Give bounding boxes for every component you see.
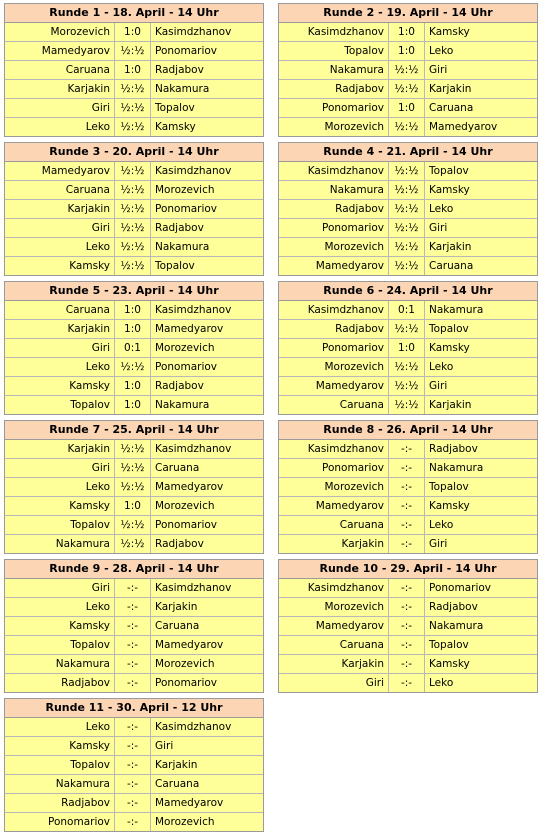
round-table xyxy=(278,281,538,415)
result: 1:0 xyxy=(115,396,151,414)
result: ½:½ xyxy=(115,516,151,534)
black-player: Topalov xyxy=(429,165,469,177)
black-player: Topalov xyxy=(429,481,469,493)
black-player: Mamedyarov xyxy=(155,639,224,651)
white-player: Topalov xyxy=(5,756,115,774)
game-row xyxy=(279,256,537,275)
game-row xyxy=(279,597,537,616)
black-player: Karjakin xyxy=(429,83,472,95)
round-table xyxy=(4,142,264,276)
result: ½:½ xyxy=(115,440,151,458)
white-player: Morozevich xyxy=(279,598,389,616)
result: ½:½ xyxy=(115,535,151,553)
result: 1:0 xyxy=(115,301,151,319)
black-player: Kasimdzhanov xyxy=(155,304,232,316)
black-player: Giri xyxy=(429,64,448,76)
black-player: Karjakin xyxy=(429,241,472,253)
black-player: Kasimdzhanov xyxy=(155,165,232,177)
white-player: Radjabov xyxy=(5,794,115,812)
result: -:- xyxy=(115,598,151,616)
black-player: Leko xyxy=(429,203,454,215)
game-row xyxy=(5,736,263,755)
white-player: Mamedyarov xyxy=(5,162,115,180)
result: ½:½ xyxy=(115,42,151,60)
result: -:- xyxy=(389,478,425,496)
game-row xyxy=(5,117,263,136)
game-row xyxy=(5,579,263,597)
black-player: Radjabov xyxy=(155,64,204,76)
black-player: Morozevich xyxy=(155,342,215,354)
black-player: Caruana xyxy=(155,620,200,632)
game-row xyxy=(279,338,537,357)
white-player: Kasimdzhanov xyxy=(279,579,389,597)
round-title: Runde 9 - 28. April - 14 Uhr xyxy=(5,560,263,579)
black-player: Kamsky xyxy=(155,121,196,133)
round-table xyxy=(4,559,264,693)
game-row xyxy=(5,338,263,357)
round-title: Runde 11 - 30. April - 12 Uhr xyxy=(5,699,263,718)
game-row xyxy=(5,60,263,79)
result: -:- xyxy=(115,737,151,755)
white-player: Mamedyarov xyxy=(279,617,389,635)
game-row xyxy=(5,774,263,793)
white-player: Nakamura xyxy=(279,61,389,79)
result: ½:½ xyxy=(389,80,425,98)
white-player: Caruana xyxy=(279,516,389,534)
game-row xyxy=(5,496,263,515)
result: 1:0 xyxy=(389,42,425,60)
white-player: Ponomariov xyxy=(279,339,389,357)
black-player: Caruana xyxy=(429,260,474,272)
game-row xyxy=(5,812,263,831)
white-player: Radjabov xyxy=(279,200,389,218)
black-player: Kamsky xyxy=(429,26,470,38)
game-row xyxy=(279,515,537,534)
game-row xyxy=(5,376,263,395)
white-player: Leko xyxy=(5,718,115,736)
black-player: Nakamura xyxy=(155,241,210,253)
result: ½:½ xyxy=(389,396,425,414)
black-player: Kamsky xyxy=(429,342,470,354)
black-player: Topalov xyxy=(429,639,469,651)
black-player: Morozevich xyxy=(155,184,215,196)
black-player: Nakamura xyxy=(429,304,484,316)
white-player: Morozevich xyxy=(279,118,389,136)
white-player: Leko xyxy=(5,118,115,136)
game-row xyxy=(5,357,263,376)
round-table xyxy=(4,3,264,137)
white-player: Ponomariov xyxy=(5,813,115,831)
result: -:- xyxy=(115,718,151,736)
white-player: Radjabov xyxy=(279,320,389,338)
game-row xyxy=(5,635,263,654)
result: -:- xyxy=(389,598,425,616)
black-player: Kamsky xyxy=(429,184,470,196)
result: 0:1 xyxy=(389,301,425,319)
white-player: Nakamura xyxy=(279,181,389,199)
white-player: Mamedyarov xyxy=(279,497,389,515)
game-row xyxy=(5,793,263,812)
white-player: Topalov xyxy=(5,396,115,414)
game-row xyxy=(5,319,263,338)
white-player: Caruana xyxy=(279,396,389,414)
result: -:- xyxy=(389,655,425,673)
game-row xyxy=(5,654,263,673)
black-player: Kasimdzhanov xyxy=(155,443,232,455)
black-player: Nakamura xyxy=(155,399,210,411)
white-player: Topalov xyxy=(5,516,115,534)
black-player: Nakamura xyxy=(429,620,484,632)
white-player: Kamsky xyxy=(5,257,115,275)
black-player: Ponomariov xyxy=(155,519,217,531)
black-player: Kamsky xyxy=(429,658,470,670)
result: ½:½ xyxy=(389,257,425,275)
result: 1:0 xyxy=(115,61,151,79)
result: -:- xyxy=(389,497,425,515)
round-title: Runde 3 - 20. April - 14 Uhr xyxy=(5,143,263,162)
white-player: Ponomariov xyxy=(279,219,389,237)
game-row xyxy=(5,477,263,496)
game-row xyxy=(279,180,537,199)
round-title: Runde 2 - 19. April - 14 Uhr xyxy=(279,4,537,23)
white-player: Nakamura xyxy=(5,655,115,673)
game-row xyxy=(279,458,537,477)
game-row xyxy=(5,301,263,319)
result: -:- xyxy=(115,636,151,654)
result: ½:½ xyxy=(389,61,425,79)
result: ½:½ xyxy=(389,219,425,237)
result: -:- xyxy=(389,459,425,477)
result: ½:½ xyxy=(115,181,151,199)
white-player: Morozevich xyxy=(279,238,389,256)
result: ½:½ xyxy=(389,320,425,338)
white-player: Leko xyxy=(5,598,115,616)
game-row xyxy=(279,218,537,237)
black-player: Giri xyxy=(155,740,174,752)
white-player: Karjakin xyxy=(5,200,115,218)
round-title: Runde 10 - 29. April - 14 Uhr xyxy=(279,560,537,579)
game-row xyxy=(5,23,263,41)
white-player: Giri xyxy=(5,219,115,237)
black-player: Radjabov xyxy=(155,380,204,392)
black-player: Leko xyxy=(429,45,454,57)
white-player: Kasimdzhanov xyxy=(279,23,389,41)
result: -:- xyxy=(389,440,425,458)
game-row xyxy=(279,616,537,635)
white-player: Morozevich xyxy=(279,478,389,496)
black-player: Kasimdzhanov xyxy=(155,582,232,594)
result: -:- xyxy=(389,674,425,692)
game-row xyxy=(279,301,537,319)
game-row xyxy=(279,440,537,458)
result: 0:1 xyxy=(115,339,151,357)
white-player: Caruana xyxy=(5,301,115,319)
black-player: Leko xyxy=(429,677,454,689)
result: -:- xyxy=(389,535,425,553)
black-player: Karjakin xyxy=(155,601,198,613)
result: -:- xyxy=(115,579,151,597)
white-player: Giri xyxy=(5,99,115,117)
game-row xyxy=(5,79,263,98)
round-table xyxy=(4,420,264,554)
game-row xyxy=(5,41,263,60)
game-row xyxy=(279,319,537,338)
black-player: Leko xyxy=(429,519,454,531)
black-player: Mamedyarov xyxy=(155,481,224,493)
black-player: Radjabov xyxy=(155,222,204,234)
white-player: Giri xyxy=(5,339,115,357)
black-player: Giri xyxy=(429,222,448,234)
game-row xyxy=(5,199,263,218)
game-row xyxy=(279,395,537,414)
white-player: Karjakin xyxy=(279,655,389,673)
black-player: Ponomariov xyxy=(155,677,217,689)
game-row xyxy=(279,477,537,496)
white-player: Karjakin xyxy=(279,535,389,553)
game-row xyxy=(279,357,537,376)
result: -:- xyxy=(389,636,425,654)
white-player: Karjakin xyxy=(5,80,115,98)
white-player: Giri xyxy=(279,674,389,692)
result: ½:½ xyxy=(389,118,425,136)
black-player: Leko xyxy=(429,361,454,373)
white-player: Leko xyxy=(5,478,115,496)
black-player: Morozevich xyxy=(155,816,215,828)
white-player: Nakamura xyxy=(5,775,115,793)
game-row xyxy=(5,718,263,736)
result: ½:½ xyxy=(115,200,151,218)
round-title: Runde 7 - 25. April - 14 Uhr xyxy=(5,421,263,440)
game-row xyxy=(279,654,537,673)
result: ½:½ xyxy=(115,358,151,376)
game-row xyxy=(279,237,537,256)
black-player: Ponomariov xyxy=(155,361,217,373)
result: -:- xyxy=(115,756,151,774)
game-row xyxy=(5,616,263,635)
result: ½:½ xyxy=(115,238,151,256)
game-row xyxy=(5,673,263,692)
game-row xyxy=(279,79,537,98)
result: ½:½ xyxy=(115,80,151,98)
game-row xyxy=(5,597,263,616)
game-row xyxy=(279,23,537,41)
black-player: Mamedyarov xyxy=(155,323,224,335)
black-player: Karjakin xyxy=(155,759,198,771)
white-player: Caruana xyxy=(5,181,115,199)
game-row xyxy=(5,218,263,237)
game-row xyxy=(279,162,537,180)
result: -:- xyxy=(115,655,151,673)
result: 1:0 xyxy=(115,377,151,395)
round-title: Runde 5 - 23. April - 14 Uhr xyxy=(5,282,263,301)
black-player: Ponomariov xyxy=(155,203,217,215)
game-row xyxy=(5,440,263,458)
game-row xyxy=(5,755,263,774)
result: -:- xyxy=(115,617,151,635)
result: 1:0 xyxy=(389,23,425,41)
white-player: Kamsky xyxy=(5,617,115,635)
black-player: Caruana xyxy=(155,778,200,790)
game-row xyxy=(5,180,263,199)
result: ½:½ xyxy=(389,377,425,395)
black-player: Morozevich xyxy=(155,500,215,512)
game-row xyxy=(5,458,263,477)
black-player: Giri xyxy=(429,538,448,550)
round-table xyxy=(278,142,538,276)
black-player: Karjakin xyxy=(429,399,472,411)
black-player: Caruana xyxy=(155,462,200,474)
black-player: Radjabov xyxy=(155,538,204,550)
white-player: Giri xyxy=(5,459,115,477)
result: ½:½ xyxy=(115,478,151,496)
result: ½:½ xyxy=(115,219,151,237)
round-title: Runde 4 - 21. April - 14 Uhr xyxy=(279,143,537,162)
black-player: Mamedyarov xyxy=(429,121,498,133)
white-player: Leko xyxy=(5,358,115,376)
round-title: Runde 6 - 24. April - 14 Uhr xyxy=(279,282,537,301)
black-player: Kasimdzhanov xyxy=(155,26,232,38)
round-title: Runde 1 - 18. April - 14 Uhr xyxy=(5,4,263,23)
result: ½:½ xyxy=(115,459,151,477)
white-player: Caruana xyxy=(279,636,389,654)
black-player: Ponomariov xyxy=(429,582,491,594)
game-row xyxy=(279,496,537,515)
white-player: Ponomariov xyxy=(279,99,389,117)
game-row xyxy=(279,199,537,218)
white-player: Leko xyxy=(5,238,115,256)
black-player: Radjabov xyxy=(429,443,478,455)
black-player: Topalov xyxy=(155,260,195,272)
result: 1:0 xyxy=(115,23,151,41)
black-player: Radjabov xyxy=(429,601,478,613)
result: 1:0 xyxy=(389,99,425,117)
black-player: Ponomariov xyxy=(155,45,217,57)
black-player: Nakamura xyxy=(429,462,484,474)
white-player: Radjabov xyxy=(5,674,115,692)
black-player: Morozevich xyxy=(155,658,215,670)
black-player: Giri xyxy=(429,380,448,392)
round-table xyxy=(4,698,264,832)
white-player: Morozevich xyxy=(5,23,115,41)
game-row xyxy=(5,98,263,117)
game-row xyxy=(5,162,263,180)
game-row xyxy=(279,579,537,597)
game-row xyxy=(5,534,263,553)
white-player: Giri xyxy=(5,579,115,597)
game-row xyxy=(5,515,263,534)
result: -:- xyxy=(115,794,151,812)
result: -:- xyxy=(389,516,425,534)
white-player: Kasimdzhanov xyxy=(279,162,389,180)
result: 1:0 xyxy=(115,497,151,515)
game-row xyxy=(279,60,537,79)
black-player: Kasimdzhanov xyxy=(155,721,232,733)
result: 1:0 xyxy=(115,320,151,338)
white-player: Ponomariov xyxy=(279,459,389,477)
round-table xyxy=(278,559,538,693)
result: ½:½ xyxy=(389,358,425,376)
white-player: Morozevich xyxy=(279,358,389,376)
white-player: Mamedyarov xyxy=(279,377,389,395)
black-player: Mamedyarov xyxy=(155,797,224,809)
result: -:- xyxy=(389,579,425,597)
result: ½:½ xyxy=(389,200,425,218)
result: -:- xyxy=(115,775,151,793)
result: ½:½ xyxy=(115,162,151,180)
game-row xyxy=(279,673,537,692)
white-player: Kasimdzhanov xyxy=(279,301,389,319)
white-player: Mamedyarov xyxy=(279,257,389,275)
game-row xyxy=(5,237,263,256)
result: ½:½ xyxy=(115,99,151,117)
round-table xyxy=(278,3,538,137)
white-player: Karjakin xyxy=(5,320,115,338)
result: ½:½ xyxy=(389,162,425,180)
white-player: Topalov xyxy=(5,636,115,654)
white-player: Kasimdzhanov xyxy=(279,440,389,458)
black-player: Caruana xyxy=(429,102,474,114)
result: ½:½ xyxy=(115,118,151,136)
game-row xyxy=(5,256,263,275)
white-player: Nakamura xyxy=(5,535,115,553)
white-player: Kamsky xyxy=(5,497,115,515)
white-player: Caruana xyxy=(5,61,115,79)
game-row xyxy=(279,98,537,117)
round-title: Runde 8 - 26. April - 14 Uhr xyxy=(279,421,537,440)
result: -:- xyxy=(389,617,425,635)
white-player: Mamedyarov xyxy=(5,42,115,60)
white-player: Radjabov xyxy=(279,80,389,98)
white-player: Karjakin xyxy=(5,440,115,458)
game-row xyxy=(279,376,537,395)
black-player: Topalov xyxy=(429,323,469,335)
game-row xyxy=(279,635,537,654)
black-player: Nakamura xyxy=(155,83,210,95)
result: -:- xyxy=(115,813,151,831)
round-table xyxy=(4,281,264,415)
game-row xyxy=(279,534,537,553)
result: ½:½ xyxy=(389,181,425,199)
result: ½:½ xyxy=(389,238,425,256)
black-player: Kamsky xyxy=(429,500,470,512)
black-player: Topalov xyxy=(155,102,195,114)
round-table xyxy=(278,420,538,554)
result: -:- xyxy=(115,674,151,692)
white-player: Kamsky xyxy=(5,737,115,755)
game-row xyxy=(279,117,537,136)
game-row xyxy=(279,41,537,60)
result: 1:0 xyxy=(389,339,425,357)
result: ½:½ xyxy=(115,257,151,275)
white-player: Topalov xyxy=(279,42,389,60)
white-player: Kamsky xyxy=(5,377,115,395)
game-row xyxy=(5,395,263,414)
